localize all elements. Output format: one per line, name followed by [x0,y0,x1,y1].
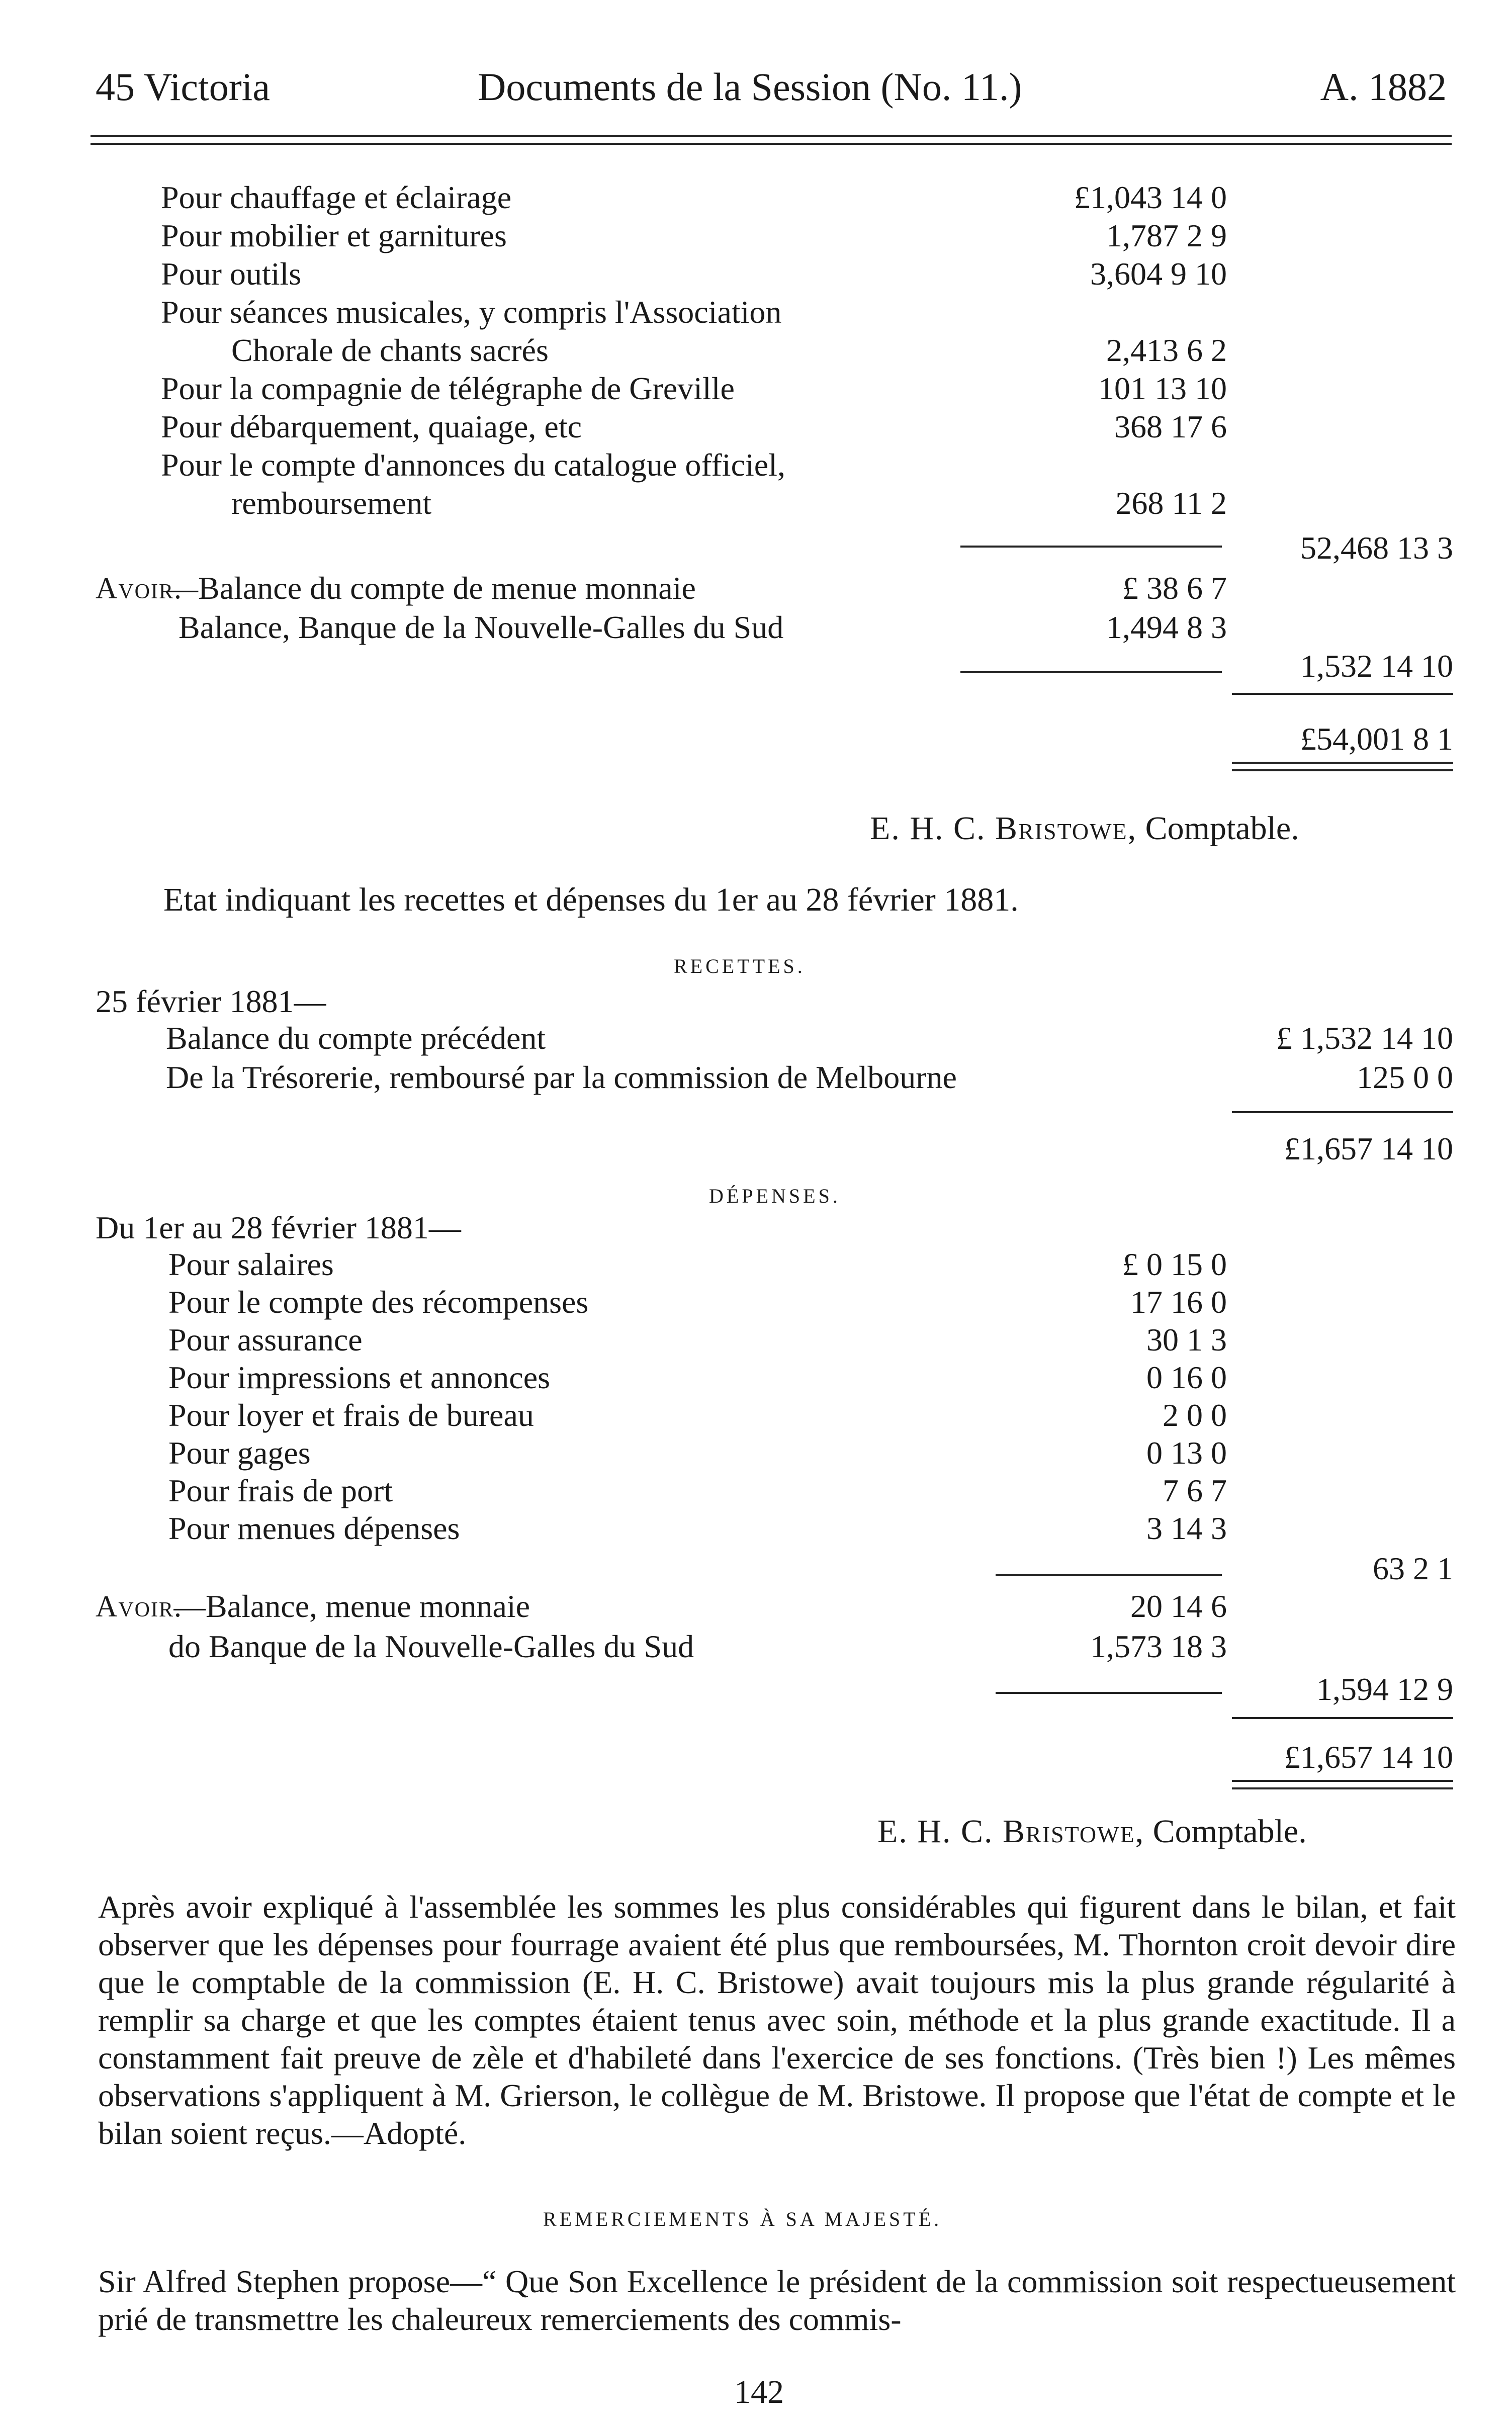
recettes-item-label: Balance du compte précédent [166,1021,546,1056]
statement2-avoir-label: do Banque de la Nouvelle-Galles du Sud [168,1629,694,1664]
statement1-item-label: Chorale de chants sacrés [231,333,549,368]
statement2-avoir-row [0,1589,1512,1624]
statement2-avoir-label: —Balance, menue monnaie [173,1589,530,1624]
depenses-date: Du 1er au 28 février 1881— [96,1210,461,1245]
running-header [96,64,1447,110]
depenses-subtotal-row [1227,1551,1453,1586]
statement1-double-rule-a [1232,762,1453,764]
depenses-heading: DÉPENSES. [709,1185,841,1207]
depenses-item-amount: 2 0 0 [1163,1397,1227,1433]
statement1-subtotal-row [1227,530,1453,566]
statement1-item-label: Pour outils [161,256,302,292]
statement1-avoir-total-row [1227,649,1453,684]
depenses-item-label: Pour loyer et frais de bureau [168,1398,534,1433]
header-right: A. 1882 [1320,65,1447,109]
depenses-item-amount: 17 16 0 [1130,1284,1227,1320]
recettes-date: 25 février 1881— [96,983,326,1019]
statement1-avoir-amount: £ 38 6 7 [1122,570,1227,606]
statement2-avoir-total-row [1227,1672,1453,1707]
statement2-avoir-row [0,1629,1512,1664]
header-left: 45 Victoria [96,65,270,109]
statement1-avoir-row [0,571,1512,606]
depenses-item-label: Pour assurance [168,1322,363,1358]
statement1-item-label: Pour mobilier et garnitures [161,218,507,253]
recettes-heading: RECETTES. [674,955,806,977]
statement2-title: Etat indiquant les recettes et dépenses du 1er au 28 février 1881. [163,881,1019,918]
depenses-item-row [0,1322,1512,1358]
statement1-signature-name: E. H. C. Bristowe, [870,810,1137,847]
depenses-item-amount: 0 16 0 [1146,1360,1227,1395]
depenses-item-label: Pour le compte des récompenses [168,1285,589,1320]
statement2-avoir-amount: 1,573 18 3 [1090,1629,1227,1664]
statement1-double-rule-b [1232,769,1453,771]
motion-paragraph: Sir Alfred Stephen propose—“ Que Son Excellence le président de la commission soit respectueusement prié de transmettre les chaleureux remerciements des commis- [98,2264,1456,2337]
statement1-item-amount: 368 17 6 [1114,409,1227,444]
statement1-item-row [0,486,1512,521]
statement1-item-row [0,295,1512,330]
statement1-item-amount: 1,787 2 9 [1106,218,1227,253]
header-center: Documents de la Session (No. 11.) [478,65,1022,109]
statement1-grand-total-row [1227,722,1453,757]
statement2-grand-total: £1,657 14 10 [1284,1739,1453,1775]
depenses-item-label: Pour gages [168,1435,311,1471]
statement1-avoir-row [0,610,1512,645]
recettes-rule [1232,1111,1453,1113]
statement2-double-rule-a [1232,1780,1453,1782]
statement2-avoir-label: Avoir. [96,1590,183,1623]
statement1-total-rule [1232,693,1453,695]
depenses-item-row [0,1285,1512,1320]
statement1-subtotal: 52,468 13 3 [1300,530,1453,566]
statement1-avoir-label: Balance, Banque de la Nouvelle-Galles du Sud [179,610,784,645]
recettes-item-row [0,1021,1512,1056]
statement1-rule [960,546,1222,548]
statement2-avoir-amount: 20 14 6 [1130,1588,1227,1624]
depenses-item-row [0,1511,1512,1546]
statement1-avoir-amount: 1,494 8 3 [1106,609,1227,645]
depenses-item-amount: £ 0 15 0 [1122,1246,1227,1282]
statement1-item-amount: 2,413 6 2 [1106,332,1227,368]
statement1-item-row [0,218,1512,253]
depenses-item-row [0,1435,1512,1471]
discussion-paragraph: Après avoir expliqué à l'assemblée les sommes les plus considérables qui figurent dans le bilan, et fait observer que les dépenses pour fourrage avaient été plus que remboursées, M. Thornton croit devoir dire que le comptable de la commission (E. H. C. Bristowe) avait toujours mis la plus grande régularité à remplir sa charge et que les comptes étaient tenus avec soin, méthode et la plus grande exactitude. Il a constamment fait preuve de zèle et d'habileté dans l'exercice de ses fonctions. (Très bien !) Les mêmes observations s'appliquent à M. Grierson, le collègue de M. Bristowe. Il propose que l'état de compte et le bilan soient reçus.—Adopté. [98,1889,1456,2151]
statement2-signature [877,1813,1307,1851]
statement2-double-rule-b [1232,1787,1453,1789]
statement2-avoir-total: 1,594 12 9 [1316,1671,1453,1707]
statement1-item-row [0,447,1512,483]
depenses-item-label: Pour menues dépenses [168,1511,460,1546]
depenses-item-amount: 0 13 0 [1146,1435,1227,1471]
statement1-item-label: Pour chauffage et éclairage [161,180,512,215]
statement1-item-label: remboursement [231,486,432,521]
header-rule-bottom [91,143,1452,145]
header-rule-top [91,135,1452,137]
statement1-item-label: Pour séances musicales, y compris l'Association [161,295,782,330]
statement1-item-amount: 268 11 2 [1115,485,1227,521]
statement1-item-row [0,180,1512,215]
recettes-item-label: De la Trésorerie, remboursé par la commission de Melbourne [166,1060,957,1095]
recettes-item-amount: 125 0 0 [1357,1059,1453,1095]
statement1-grand-total: £54,001 8 1 [1300,721,1453,757]
depenses-item-row [0,1473,1512,1508]
depenses-item-amount: 3 14 3 [1146,1510,1227,1546]
statement1-avoir-label: —Balance du compte de menue monnaie [166,571,696,606]
statement1-item-label: Pour la compagnie de télégraphe de Greville [161,371,735,406]
statement2-signature-name: E. H. C. Bristowe, [877,1813,1145,1850]
depenses-item-row [0,1247,1512,1282]
statement1-item-row [0,256,1512,292]
recettes-total-row [1227,1131,1453,1166]
depenses-item-amount: 7 6 7 [1163,1473,1227,1508]
depenses-rule [996,1574,1222,1576]
statement1-item-amount: £1,043 14 0 [1074,179,1227,215]
depenses-item-label: Pour salaires [168,1247,334,1282]
depenses-item-row [0,1398,1512,1433]
statement2-grand-total-row [1227,1740,1453,1775]
statement1-item-label: Pour débarquement, quaiage, etc [161,409,582,444]
statement1-item-row [0,371,1512,406]
statement1-avoir-total: 1,532 14 10 [1300,648,1453,684]
recettes-item-amount: £ 1,532 14 10 [1276,1020,1453,1056]
depenses-item-label: Pour frais de port [168,1473,393,1508]
section-heading: REMERCIEMENTS À SA MAJESTÉ. [543,2208,942,2230]
statement1-avoir-label: Avoir. [96,572,183,605]
statement1-item-label: Pour le compte d'annonces du catalogue officiel, [161,447,785,483]
statement2-signature-role: Comptable. [1152,1813,1307,1850]
recettes-total: £1,657 14 10 [1284,1131,1453,1166]
recettes-item-row [0,1060,1512,1095]
statement1-item-row [0,409,1512,444]
statement1-signature [870,809,1299,848]
statement2-avoir-rule [996,1692,1222,1694]
page-number: 142 [734,2374,784,2410]
depenses-subtotal: 63 2 1 [1373,1551,1453,1586]
depenses-item-row [0,1360,1512,1395]
depenses-item-amount: 30 1 3 [1146,1322,1227,1358]
statement1-item-amount: 3,604 9 10 [1090,256,1227,292]
statement1-avoir-rule [960,671,1222,673]
statement1-signature-role: Comptable. [1145,810,1299,847]
depenses-item-label: Pour impressions et annonces [168,1360,550,1395]
statement1-item-amount: 101 13 10 [1098,371,1227,406]
statement2-total-rule [1232,1717,1453,1719]
statement1-item-row [0,333,1512,368]
